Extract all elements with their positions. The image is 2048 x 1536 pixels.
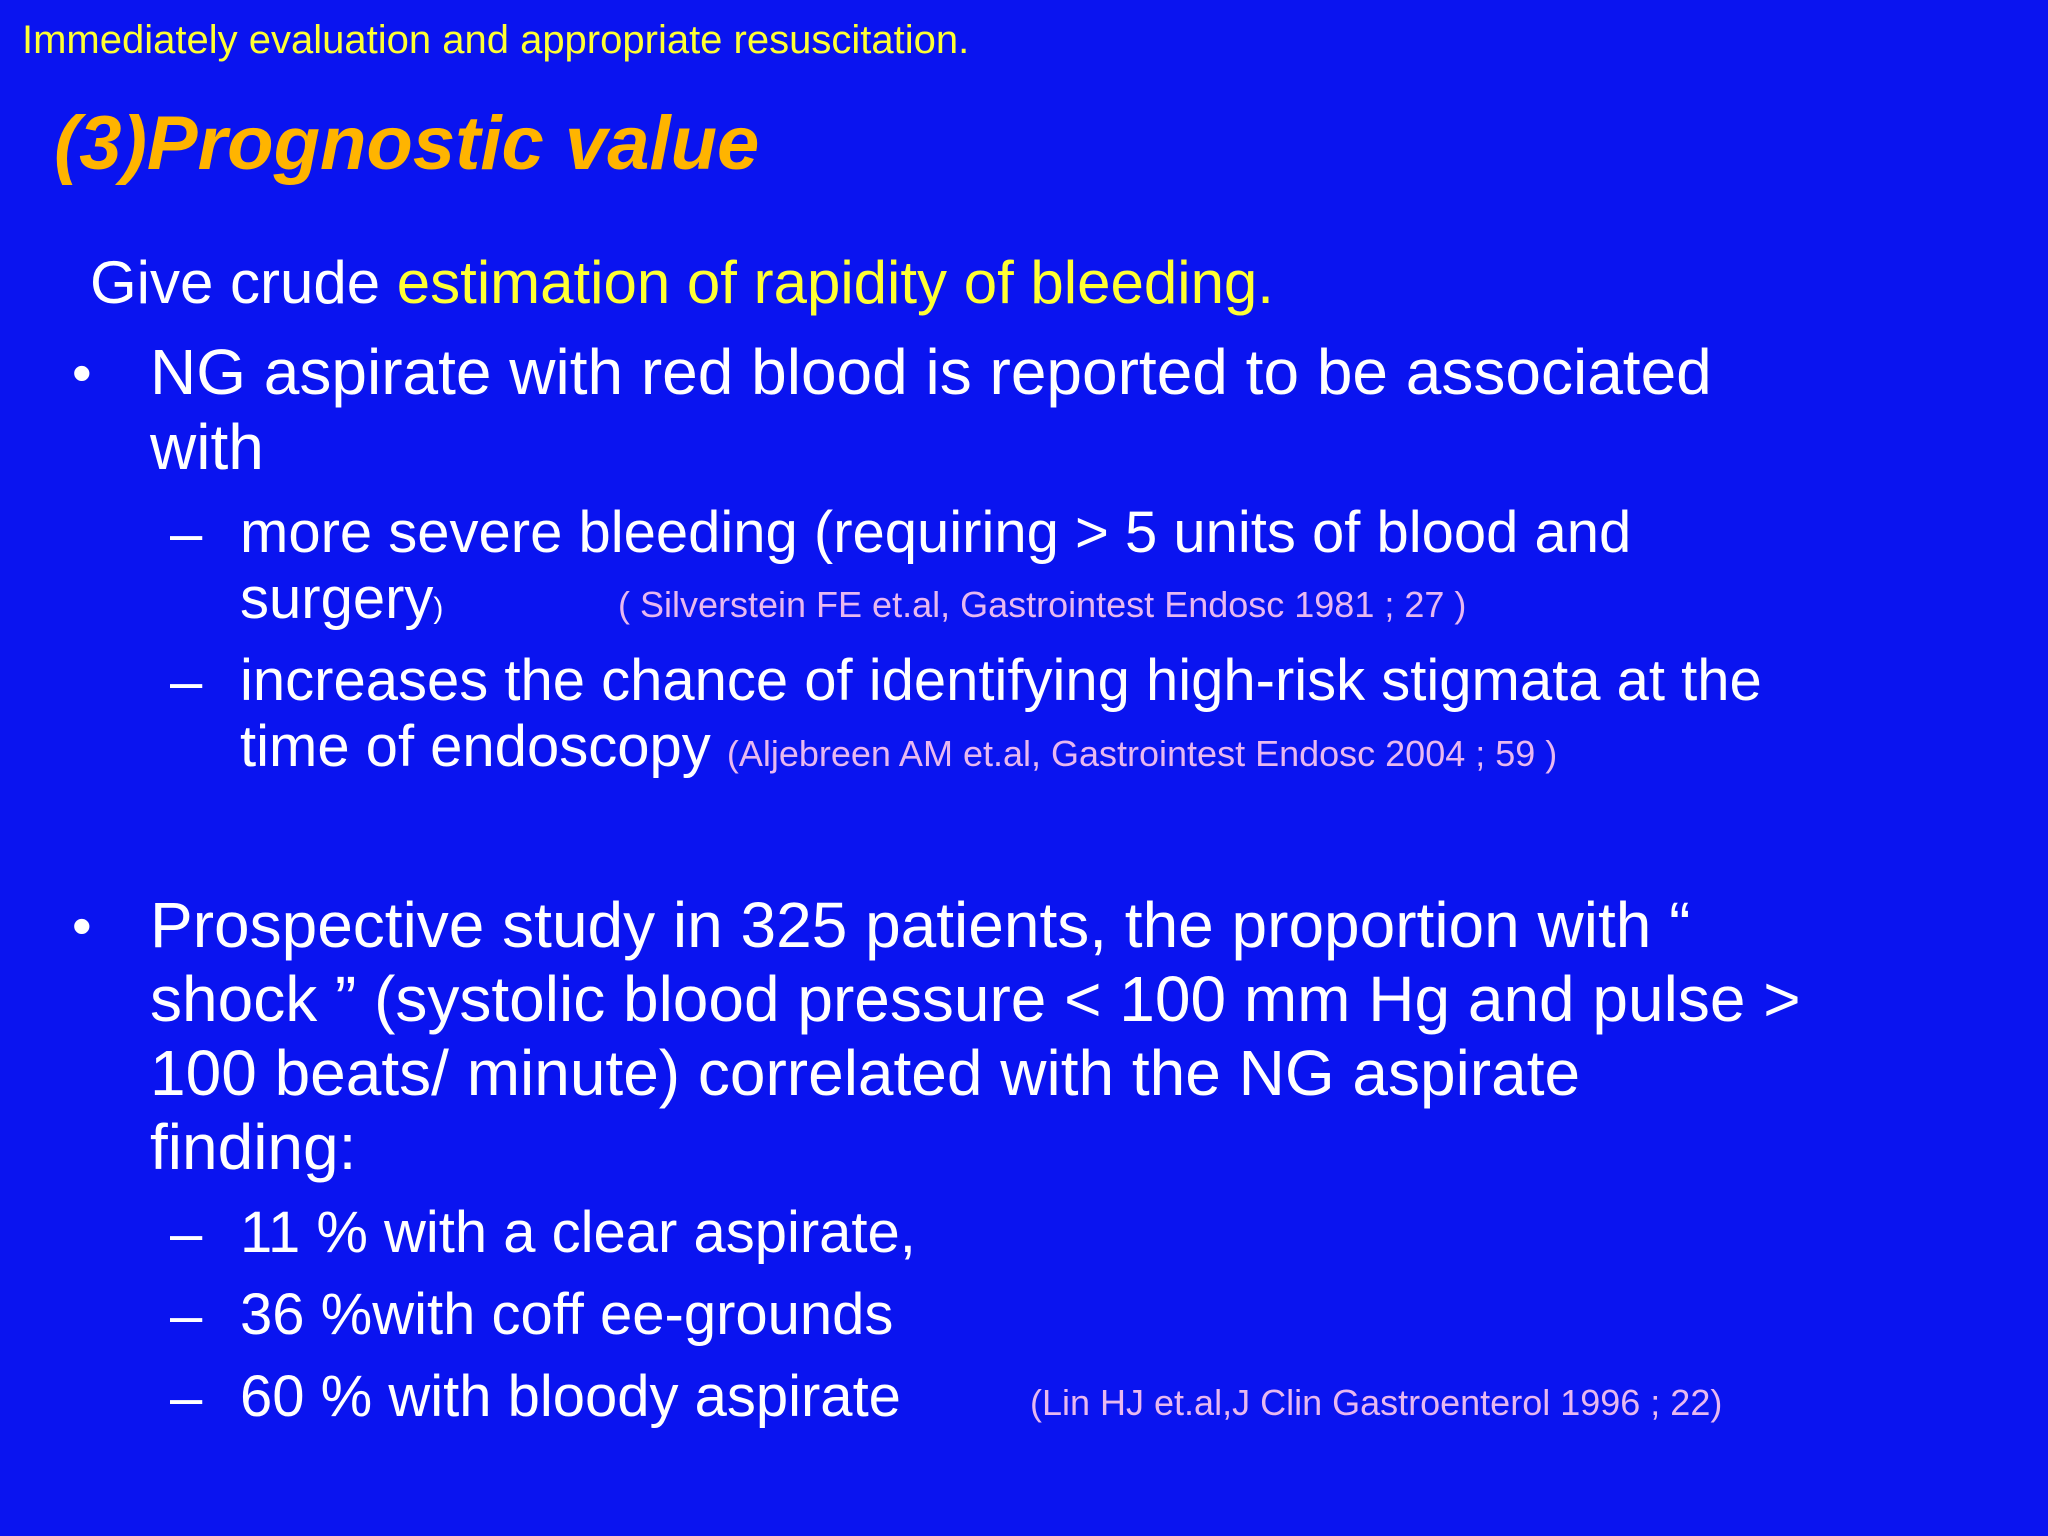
bullet-1-line-2: with [150, 411, 264, 483]
reference-lin: (Lin HJ et.al,J Clin Gastroenterol 1996 ; 22) [1030, 1382, 1723, 1423]
finding-coffee-grounds: 36 %with coff ee-grounds [240, 1282, 894, 1347]
bullet-1-line-1: NG aspirate with red blood is reported to be associated [150, 336, 1712, 408]
bullet-2-line-2: shock ” (systolic blood pressure < 100 mm Hg and pulse > [150, 963, 1801, 1035]
slide-title: (3)Prognostic value [54, 101, 760, 186]
reference-aljebreen: (Aljebreen AM et.al, Gastrointest Endosc 2004 ; 59 ) [726, 733, 1558, 774]
bullet-2-line-4: finding: [150, 1111, 357, 1183]
intro-line [90, 248, 1274, 317]
sub-1-line-1: more severe bleeding (requiring > 5 units of blood and [240, 500, 1632, 565]
intro-prefix: Give crude [90, 249, 397, 316]
sub-2-line-1: increases the chance of identifying high-risk stigmata at the [240, 648, 1762, 713]
sub-2-text: time of endoscopy [240, 714, 727, 779]
intro-highlight: estimation of rapidity of bleeding. [396, 249, 1274, 316]
item-2-dash: – [170, 1283, 203, 1348]
sub-1-line-2 [240, 566, 443, 642]
bullet-2-line-3: 100 beats/ minute) correlated with the NG aspirate [150, 1037, 1581, 1109]
sub-1-paren: ) [433, 592, 444, 625]
sub-2-dash: – [170, 649, 203, 714]
sub-2-line-2 [240, 714, 1557, 787]
finding-clear: 11 % with a clear aspirate, [240, 1200, 916, 1265]
bullet-2-marker: • [72, 894, 92, 957]
bullet-2-line-1: Prospective study in 325 patients, the proportion with “ [150, 889, 1691, 961]
reference-silverstein: ( Silverstein FE et.al, Gastrointest Endosc 1981 ; 27 ) [618, 584, 1467, 625]
item-3-dash: – [170, 1365, 203, 1430]
bullet-1-marker: • [72, 341, 92, 404]
sub-1-dash: – [170, 501, 203, 566]
finding-bloody: 60 % with bloody aspirate [240, 1364, 901, 1429]
sub-1-text: surgery [240, 566, 434, 631]
top-note: Immediately evaluation and appropriate resuscitation. [22, 18, 970, 62]
item-1-dash: – [170, 1201, 203, 1266]
